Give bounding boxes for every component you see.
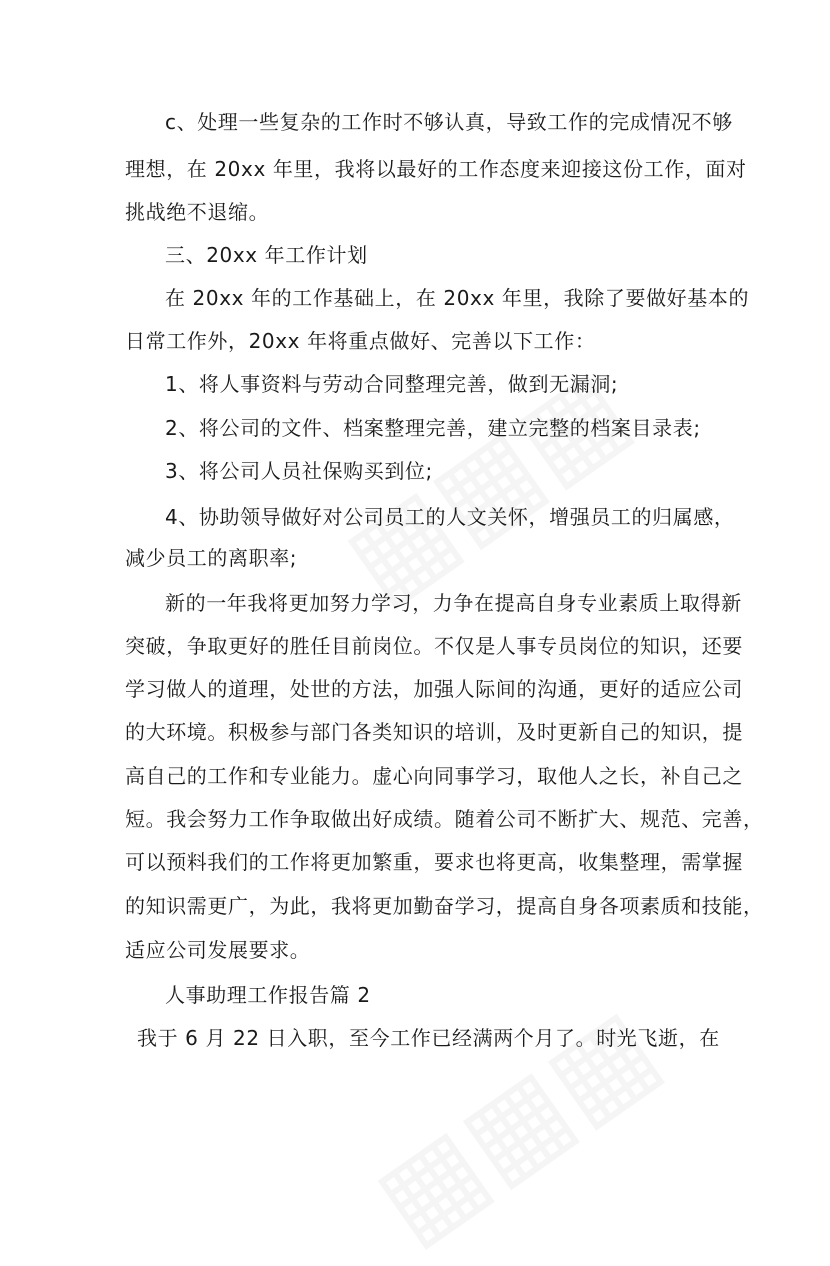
body-line: 高自己的工作和专业能力。虚心向同事学习，取他人之长，补自己之 [125, 764, 743, 788]
list-item: 3、将公司人员社保购买到位; [165, 459, 433, 483]
body-line: 理想，在 20xx 年里，我将以最好的工作态度来迎接这份工作，面对 [125, 157, 747, 181]
body-line: 可以预料我们的工作将更加繁重，要求也将更高，收集整理，需掌握 [125, 850, 743, 874]
body-line: 日常工作外，20xx 年将重点做好、完善以下工作： [125, 329, 596, 353]
list-item-continuation: 减少员工的离职率; [125, 546, 298, 570]
body-line: 突破，争取更好的胜任目前岗位。不仅是人事专员岗位的知识，还要 [125, 634, 743, 658]
list-item: 2、将公司的文件、档案整理完善，建立完整的档案目录表; [165, 416, 701, 440]
body-line: 适应公司发展要求。 [125, 938, 311, 962]
list-item: 4、协助领导做好对公司员工的人文关怀，增强员工的归属感， [165, 505, 735, 529]
body-line: 挑战绝不退缩。 [125, 200, 270, 224]
body-line: 我于 6 月 22 日入职，至今工作已经满两个月了。时光飞逝，在 [137, 1026, 720, 1050]
list-item: 1、将人事资料与劳动合同整理完善，做到无漏洞; [165, 372, 619, 396]
section-title: 人事助理工作报告篇 2 [165, 983, 371, 1007]
body-line: 短。我会努力工作争取做出好成绩。随着公司不断扩大、规范、完善， [125, 807, 764, 831]
body-line: 的大环境。积极参与部门各类知识的培训，及时更新自己的知识，提 [125, 720, 743, 744]
section-heading: 三、20xx 年工作计划 [165, 243, 368, 267]
body-line: 在 20xx 年的工作基础上，在 20xx 年里，我除了要做好基本的 [165, 286, 750, 310]
body-line: c、处理一些复杂的工作时不够认真，导致工作的完成情况不够 [165, 110, 733, 134]
body-line: 新的一年我将更加努力学习，力争在提高自身专业素质上取得新 [165, 591, 742, 615]
body-line: 学习做人的道理，处世的方法，加强人际间的沟通，更好的适应公司 [125, 677, 743, 701]
body-line: 的知识需更广，为此，我将更加勤奋学习，提高自身各项素质和技能， [125, 894, 764, 918]
